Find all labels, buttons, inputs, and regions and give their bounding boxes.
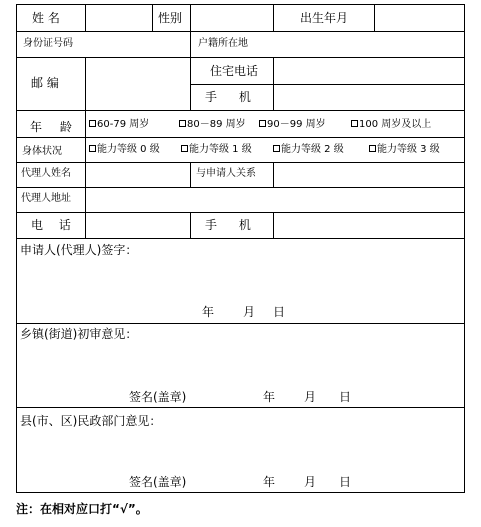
county-civil-affairs-opinion-label: 县(市、区)民政部门意见：	[20, 414, 162, 428]
date-day: 日	[273, 305, 286, 319]
home-phone-label: 住宅电话	[210, 64, 259, 78]
ability-level-1-option[interactable]: 能力等级 1 级	[181, 145, 252, 155]
col-divider	[273, 57, 274, 110]
col-divider	[190, 212, 191, 238]
date-day: 日	[339, 390, 352, 404]
footnote: 注：在相对应口打“√”。	[16, 502, 148, 516]
physical-condition-label: 身体状况	[22, 146, 62, 157]
mobile-label: 手 机	[205, 90, 251, 104]
name-label: 姓 名	[32, 11, 60, 25]
checkbox-icon	[181, 145, 188, 152]
postcode-label: 邮 编	[31, 76, 59, 90]
relationship-label: 与申请人关系	[196, 168, 256, 179]
checkbox-icon	[273, 145, 280, 152]
date-year: 年	[202, 305, 215, 319]
age-option-100-plus[interactable]: 100 周岁及以上	[351, 120, 431, 130]
col-divider	[374, 5, 375, 31]
phone-label: 电 话	[31, 218, 71, 232]
signature-seal-label: 签名(盖章)	[129, 475, 187, 489]
agent-address-label: 代理人地址	[21, 193, 71, 204]
date-day: 日	[339, 475, 352, 489]
row-divider	[17, 31, 464, 32]
town-review-opinion-label: 乡镇(街道)初审意见：	[20, 327, 138, 341]
row-divider	[190, 84, 464, 85]
col-divider	[273, 212, 274, 238]
age-option-90-99[interactable]: 90－99 周岁	[259, 120, 326, 130]
checkbox-icon	[89, 145, 96, 152]
col-divider	[152, 5, 153, 31]
mobile-label-2: 手 机	[205, 218, 251, 232]
date-month: 月	[304, 475, 317, 489]
application-form-table	[16, 4, 465, 493]
applicant-signature-label: 申请人(代理人)签字：	[20, 243, 138, 257]
date-year: 年	[263, 390, 276, 404]
ability-level-0-option[interactable]: 能力等级 0 级	[89, 145, 160, 155]
checkbox-icon	[179, 120, 186, 127]
row-divider	[17, 407, 464, 408]
date-year: 年	[263, 475, 276, 489]
ability-level-2-option[interactable]: 能力等级 2 级	[273, 145, 344, 155]
ability-level-3-option[interactable]: 能力等级 3 级	[369, 145, 440, 155]
age-option-60-79[interactable]: 60-79 周岁	[89, 120, 149, 130]
gender-label: 性别	[158, 11, 183, 25]
date-month: 月	[243, 305, 256, 319]
hukou-location-label: 户籍所在地	[198, 38, 248, 49]
col-divider	[273, 5, 274, 31]
row-divider	[17, 238, 464, 239]
checkbox-icon	[259, 120, 266, 127]
birth-date-label: 出生年月	[300, 11, 349, 25]
col-divider	[85, 110, 86, 162]
col-divider	[85, 5, 86, 31]
col-divider	[85, 212, 86, 238]
date-month: 月	[304, 390, 317, 404]
checkbox-icon	[369, 145, 376, 152]
col-divider	[85, 162, 86, 212]
age-label: 年 龄	[30, 120, 72, 134]
col-divider	[190, 162, 191, 187]
id-number-label: 身份证号码	[23, 38, 73, 49]
checkbox-icon	[89, 120, 96, 127]
col-divider	[273, 162, 274, 187]
agent-name-label: 代理人姓名	[21, 168, 71, 179]
col-divider	[85, 57, 86, 110]
checkbox-icon	[351, 120, 358, 127]
row-divider	[17, 323, 464, 324]
col-divider	[190, 31, 191, 110]
col-divider	[190, 5, 191, 31]
signature-seal-label: 签名(盖章)	[129, 390, 187, 404]
age-option-80-89[interactable]: 80－89 周岁	[179, 120, 246, 130]
